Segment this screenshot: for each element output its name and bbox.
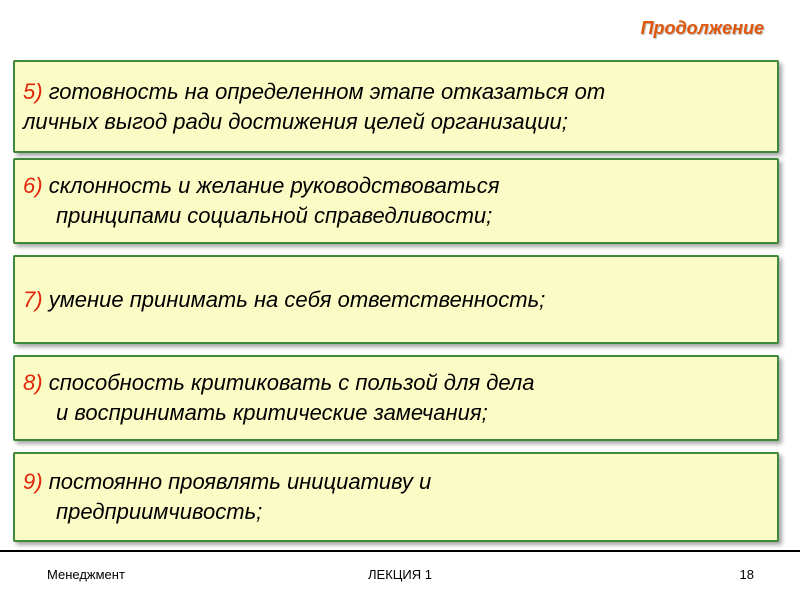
footer-lecture: ЛЕКЦИЯ 1: [368, 567, 432, 582]
item-line: [23, 77, 769, 107]
item-text: способность критиковать с пользой для дела: [48, 370, 535, 395]
list-item-9: [13, 452, 779, 542]
list-item-6: [13, 158, 779, 244]
item-line: предприимчивость;: [56, 499, 263, 524]
item-number: 8): [23, 370, 43, 395]
slide-title: Продолжение: [640, 18, 764, 38]
footer-course: Менеджмент: [47, 567, 125, 582]
item-number: 6): [23, 173, 43, 198]
item-number: 5): [23, 78, 43, 104]
item-line: личных выгод ради достижения целей организации;: [23, 108, 568, 134]
item-text: умение принимать на себя ответственность;: [48, 286, 546, 312]
item-text: готовность на определенном этапе отказаться от: [48, 78, 606, 104]
footer-divider: [0, 550, 800, 552]
item-line: [23, 285, 769, 315]
page-number: 18: [739, 567, 754, 582]
item-line: [23, 171, 769, 201]
item-line: [23, 368, 769, 398]
item-text: постоянно проявлять инициативу и: [48, 469, 432, 494]
item-number: 7): [23, 286, 43, 312]
item-number: 9): [23, 469, 43, 494]
list-item-7: [13, 255, 779, 344]
list-item-8: [13, 355, 779, 441]
item-line: принципами социальной справедливости;: [56, 203, 493, 228]
item-text: склонность и желание руководствоваться: [48, 173, 500, 198]
item-line: и воспринимать критические замечания;: [56, 400, 488, 425]
item-line: [23, 467, 769, 497]
list-item-5: [13, 60, 779, 153]
